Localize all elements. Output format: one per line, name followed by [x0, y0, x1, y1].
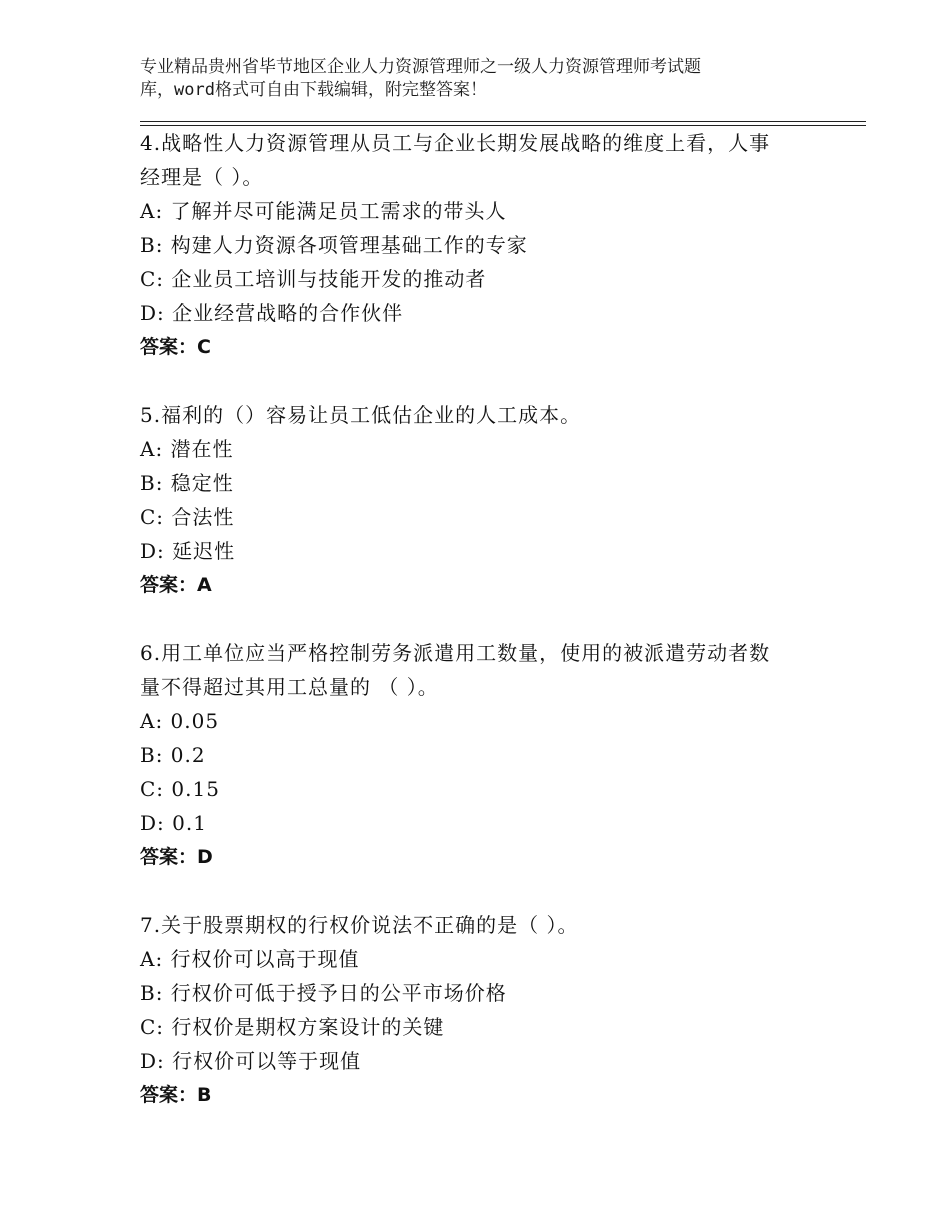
question-5 [140, 398, 820, 602]
question-6 [140, 636, 820, 874]
question-stem-continued: 量不得超过其用工总量的 （ ）。 [140, 675, 439, 699]
spacer [140, 602, 820, 636]
question-stem: 6.用工单位应当严格控制劳务派遣用工数量，使用的被派遣劳动者数 [140, 641, 771, 665]
header-line-2: 库，word格式可自由下载编辑，附完整答案！ [140, 80, 487, 100]
document-header [140, 56, 800, 102]
header-line-1: 专业精品贵州省毕节地区企业人力资源管理师之一级人力资源管理师考试题 [140, 57, 701, 77]
answer-label: 答案：C [140, 336, 211, 358]
question-4 [140, 126, 820, 364]
option-b: B: 0.2 [140, 743, 206, 767]
option-d: D: 延迟性 [140, 539, 236, 563]
option-a: A: 行权价可以高于现值 [140, 947, 360, 971]
option-a: A: 0.05 [140, 709, 220, 733]
option-b: B: 行权价可低于授予日的公平市场价格 [140, 981, 507, 1005]
question-stem-continued: 经理是（ ）。 [140, 165, 264, 189]
question-stem: 7.关于股票期权的行权价说法不正确的是（ ）。 [140, 913, 579, 937]
option-b: B: 稳定性 [140, 471, 234, 495]
option-c: C: 合法性 [140, 505, 235, 529]
option-a: A: 了解并尽可能满足员工需求的带头人 [140, 199, 507, 223]
option-d: D: 企业经营战略的合作伙伴 [140, 301, 404, 325]
question-stem: 4.战略性人力资源管理从员工与企业长期发展战略的维度上看，人事 [140, 131, 771, 155]
option-c: C: 0.15 [140, 777, 220, 801]
option-b: B: 构建人力资源各项管理基础工作的专家 [140, 233, 528, 257]
option-a: A: 潜在性 [140, 437, 234, 461]
option-c: C: 行权价是期权方案设计的关键 [140, 1015, 445, 1039]
answer-label: 答案：A [140, 574, 212, 596]
spacer [140, 364, 820, 398]
spacer [140, 874, 820, 908]
header-divider-top [140, 121, 866, 122]
option-c: C: 企业员工培训与技能开发的推动者 [140, 267, 487, 291]
question-stem: 5.福利的（）容易让员工低估企业的人工成本。 [140, 403, 582, 427]
question-list [140, 126, 820, 1112]
option-d: D: 行权价可以等于现值 [140, 1049, 362, 1073]
answer-label: 答案：D [140, 846, 213, 868]
answer-label: 答案：B [140, 1084, 212, 1106]
option-d: D: 0.1 [140, 811, 207, 835]
question-7 [140, 908, 820, 1112]
